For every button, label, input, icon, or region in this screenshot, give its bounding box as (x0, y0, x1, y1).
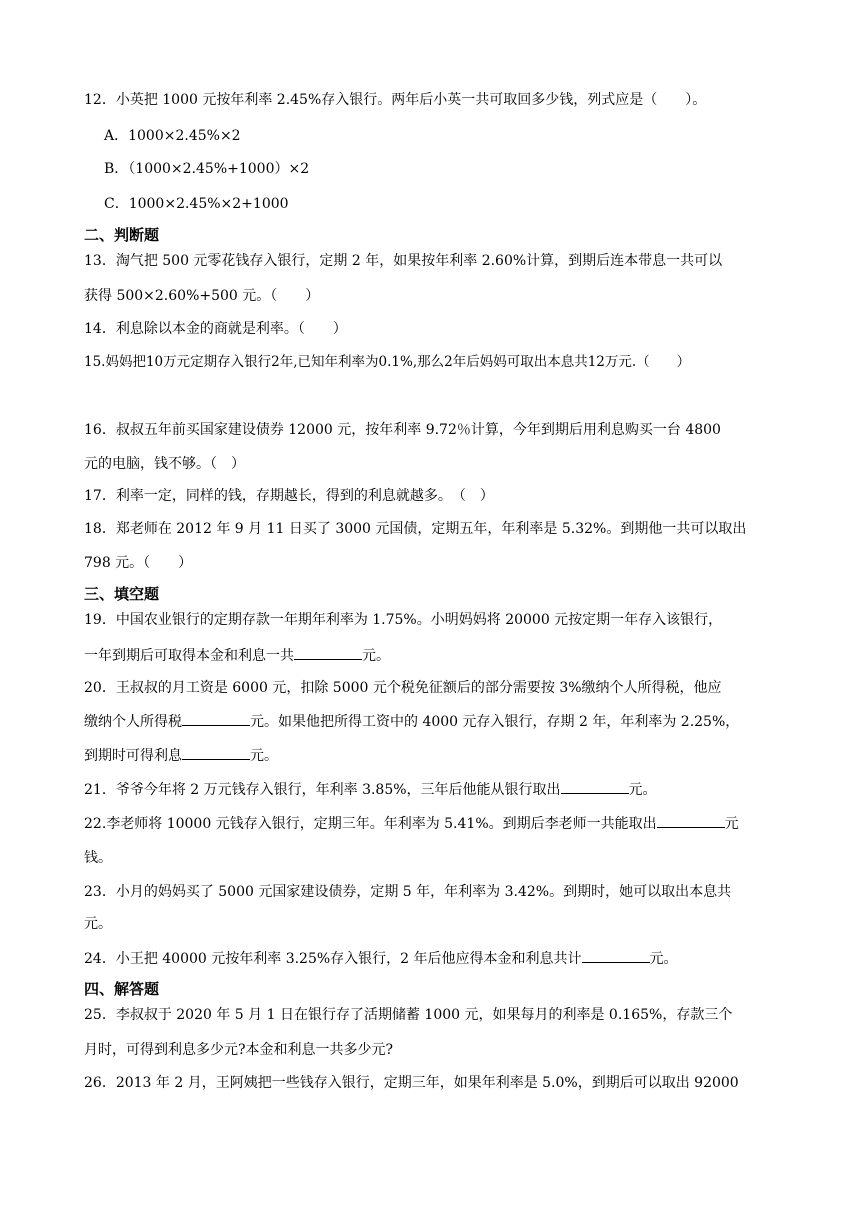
question-17: 17．利率一定，同样的钱，存期越长，得到的利息就越多。 （ ） (84, 488, 494, 504)
question-21 (84, 779, 657, 799)
question-20-text-after-blank-1: 元。如果他把所得工资中的 4000 元存入银行，存期 2 年，年利率为 2.25%， (250, 714, 740, 730)
section-heading-fill-in: 三、填空题 (84, 585, 160, 603)
question-15: 15.妈妈把10万元定期存入银行2年,已知年利率为0.1%,那么2年后妈妈可取出本息共12万元.（ ） (84, 354, 691, 370)
question-20-text-before-blank-2: 到期时可得利息 (84, 748, 182, 764)
question-12-option-c: C．1000×2.45%×2+1000 (104, 196, 289, 212)
question-18-line-2: 798 元。（ ） (84, 555, 193, 571)
question-19-text-before-blank: 一年到期后可取得本金和利息一共 (84, 648, 294, 664)
question-13-line-1: 13．淘气把 500 元零花钱存入银行，定期 2 年，如果按年利率 2.60%计算，到期后连本带息一共可以 (84, 253, 723, 269)
answer-blank[interactable] (657, 813, 725, 828)
question-25-line-2: 月时，可得到利息多少元?本金和利息一共多少元? (84, 1042, 394, 1058)
question-20-line-2 (84, 711, 739, 731)
question-24-text-before-blank: 24．小王把 40000 元按年利率 3.25%存入银行，2 年后他应得本金和利息共计 (84, 951, 582, 967)
question-12-option-a: A．1000×2.45%×2 (104, 128, 241, 144)
question-20-text-after-blank-2: 元。 (250, 748, 278, 764)
question-20-line-3 (84, 745, 278, 765)
section-heading-judgment: 二、判断题 (84, 226, 160, 244)
question-19-line-2 (84, 645, 390, 665)
question-18-line-1: 18．郑老师在 2012 年 9 月 11 日买了 3000 元国债，定期五年，年利率是 5.32%。到期他一共可以取出 (84, 521, 747, 537)
question-22-text-after-blank: 元 (724, 816, 739, 832)
answer-blank[interactable] (182, 745, 250, 760)
question-26-line-1: 26．2013 年 2 月，王阿姨把一些钱存入银行，定期三年，如果年利率是 5.0%，到期后可以取出 92000 (84, 1075, 739, 1091)
question-21-text-after-blank: 元。 (628, 782, 657, 798)
question-24-text-after-blank: 元。 (649, 951, 678, 967)
question-16-line-1: 16．叔叔五年前买国家建设债券 12000 元，按年利率 9.72％计算，今年到期后用利息购买一台 4800 (84, 422, 721, 438)
question-19-line-1: 19．中国农业银行的定期存款一年期年利率为 1.75%。小明妈妈将 20000 元按定期一年存入该银行， (84, 612, 723, 628)
question-23-line-2: 元。 (84, 916, 112, 932)
answer-blank[interactable] (582, 948, 650, 963)
question-23-line-1: 23．小月的妈妈买了 5000 元国家建设债券，定期 5 年，年利率为 3.42%。到期时，她可以取出本息共 (84, 884, 732, 900)
question-24 (84, 948, 678, 968)
question-20-text-before-blank-1: 缴纳个人所得税 (84, 714, 182, 730)
answer-blank[interactable] (182, 711, 250, 726)
answer-blank[interactable] (294, 645, 362, 660)
question-22-line-2: 钱。 (84, 850, 112, 866)
question-22-text-before-blank: 22.李老师将 10000 元钱存入银行，定期三年。年利率为 5.41%。到期后李老师一共能取出 (84, 816, 657, 832)
question-14: 14．利息除以本金的商就是利率。（ ） (84, 321, 347, 337)
question-13-line-2: 获得 500×2.60%+500 元。（ ） (84, 288, 320, 304)
question-21-text-before-blank: 21．爷爷今年将 2 万元钱存入银行，年利率 3.85%，三年后他能从银行取出 (84, 782, 561, 798)
question-20-line-1: 20．王叔叔的月工资是 6000 元，扣除 5000 元个税免征额后的部分需要按 3%缴纳个人所得税，他应 (84, 680, 722, 696)
question-19-text-after-blank: 元。 (362, 648, 390, 664)
question-12-option-b: B．（1000×2.45%+1000）×2 (104, 161, 310, 177)
question-25-line-1: 25．李叔叔于 2020 年 5 月 1 日在银行存了活期储蓄 1000 元，如果每月的利率是 0.165%，存款三个 (84, 1007, 733, 1023)
answer-blank[interactable] (561, 779, 629, 794)
question-12-stem: 12．小英把 1000 元按年利率 2.45%存入银行。两年后小英一共可取回多少钱，列式应是（ ）。 (84, 92, 707, 108)
question-16-line-2: 元的电脑，钱不够。（ ） (84, 456, 245, 472)
question-22-line-1 (84, 813, 739, 833)
section-heading-answer: 四、解答题 (84, 980, 160, 998)
